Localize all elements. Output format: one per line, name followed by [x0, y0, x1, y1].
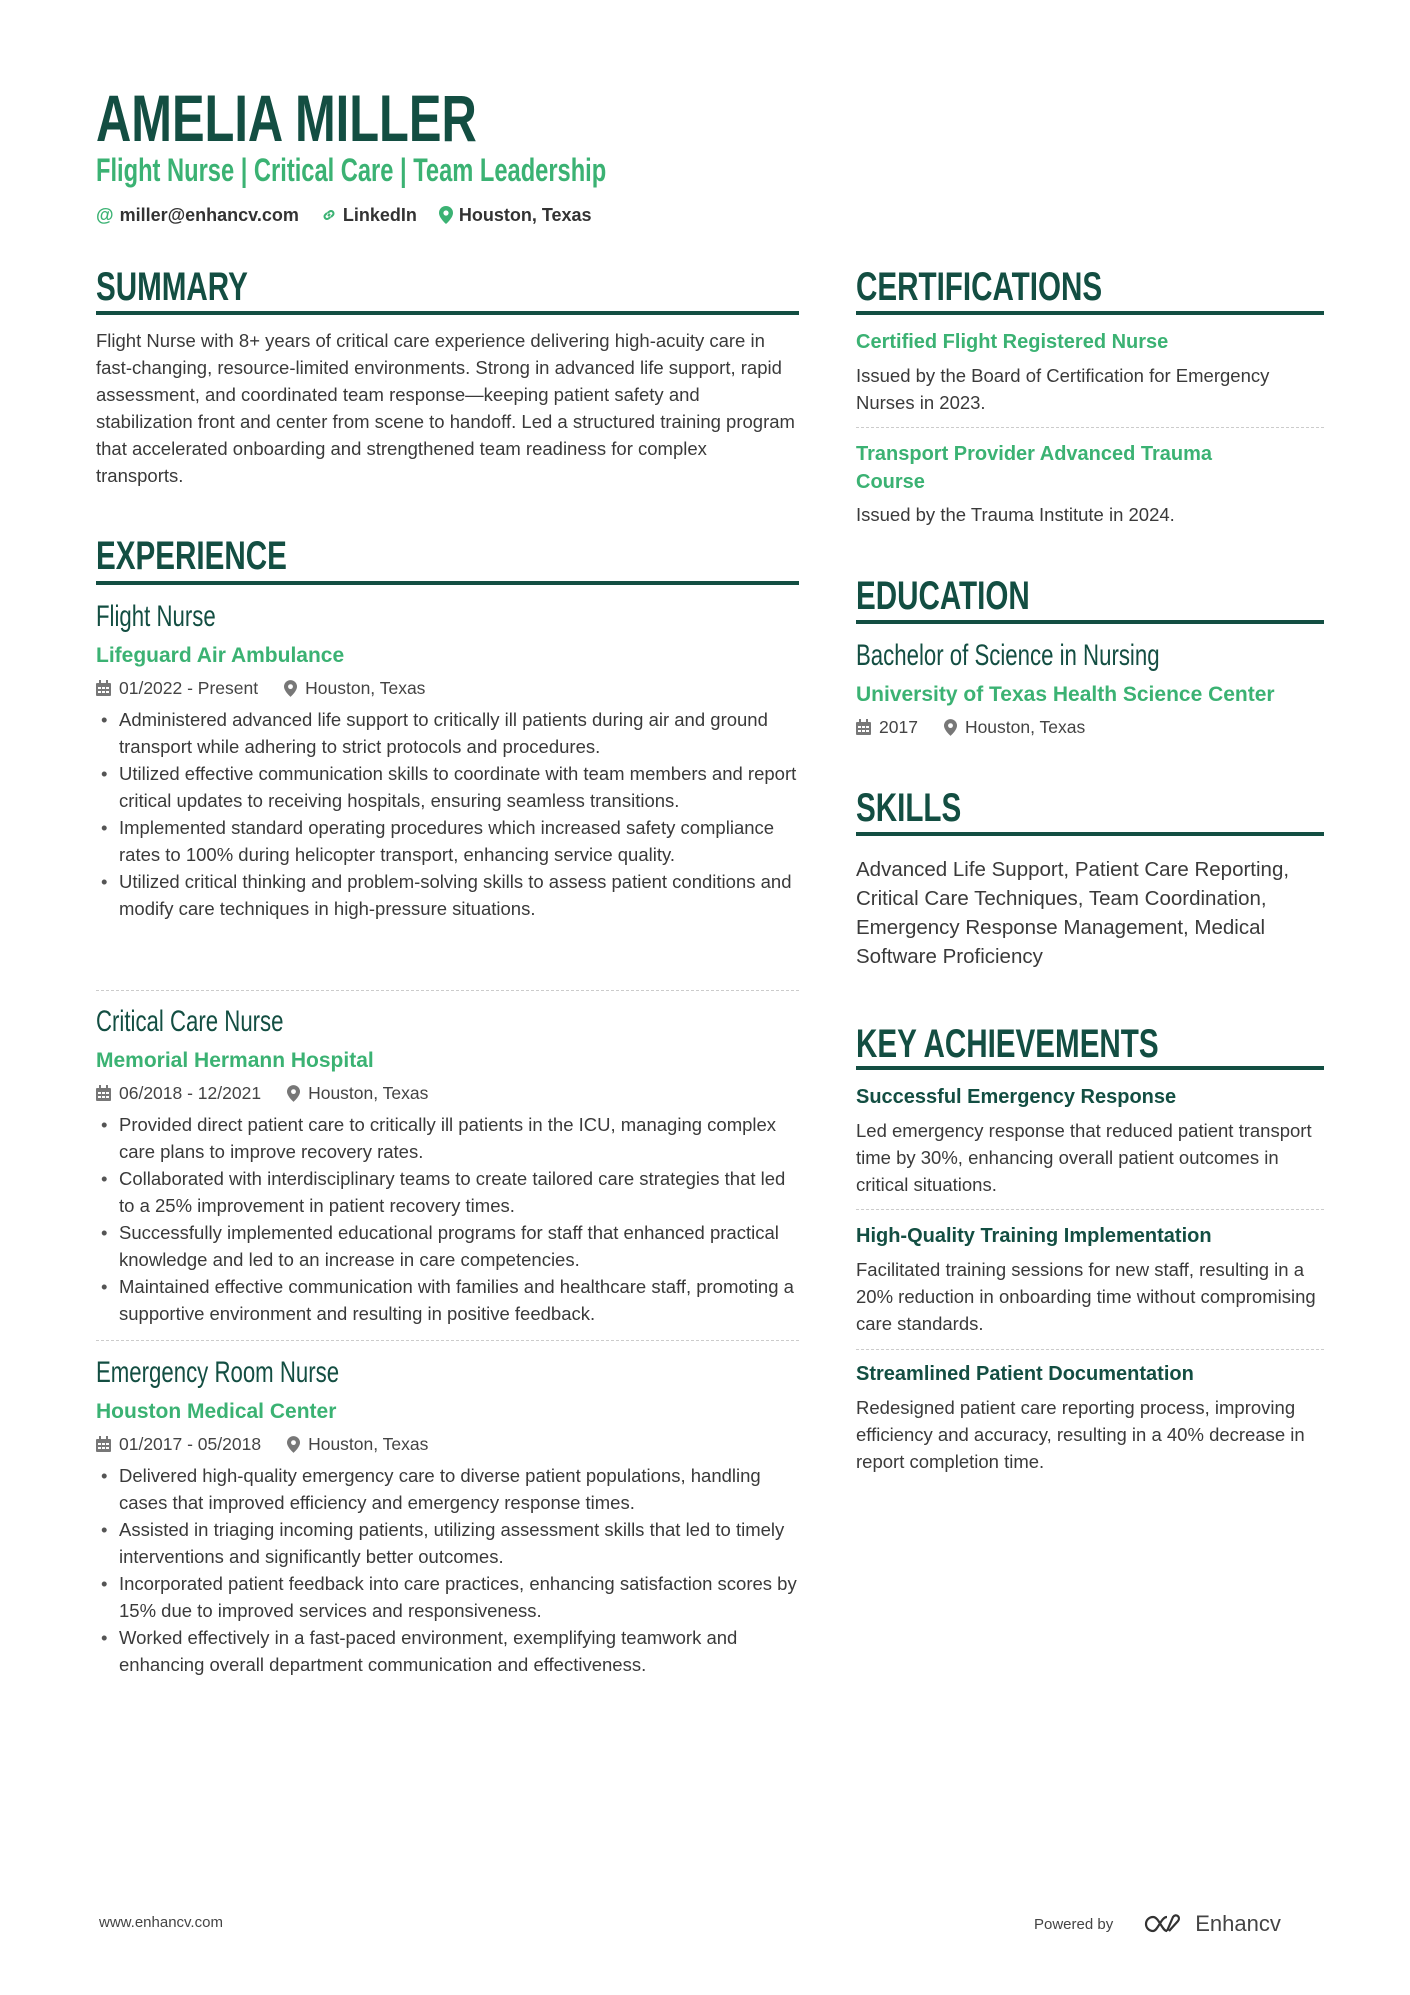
candidate-title: Flight Nurse | Critical Care | Team Leadership: [96, 152, 607, 188]
certification-title: Certified Flight Registered Nurse: [856, 331, 1169, 353]
education-location: Houston, Texas: [964, 717, 1086, 737]
degree: Bachelor of Science in Nursing: [856, 639, 1160, 672]
bullet-item: • Worked effectively in a fast-paced environment, exemplifying teamwork and enhancing overall department communication and effectiveness.: [96, 1624, 799, 1678]
job-location: Houston, Texas: [308, 1434, 429, 1454]
powered-by: [1034, 1911, 1281, 1937]
certification-title: Transport Provider Advanced Trauma Course: [856, 443, 1213, 493]
job-dates: 01/2017 - 05/2018: [119, 1434, 262, 1454]
job-meta: [96, 1431, 799, 1457]
summary-text: Flight Nurse with 8+ years of critical care experience delivering high-acuity care in fast-changing, resource-limited environments. Strong in advanced life support, rapid assessment, and coordinated team response—keeping patient safety and stabilization front and center from scene to handoff. Led a structured training program that accelerated onboarding and strengthened team readiness for complex transports.: [96, 330, 795, 486]
achievement-item: [856, 1360, 1324, 1475]
achievement-desc: Led emergency response that reduced patient transport time by 30%, enhancing overall patient outcomes in critical situations.: [856, 1120, 1312, 1195]
location-pin-icon: [284, 680, 297, 697]
certification-desc: Issued by the Trauma Institute in 2024.: [856, 504, 1175, 525]
divider: [856, 1349, 1324, 1350]
job-meta: [96, 1080, 799, 1106]
bullet-item: • Collaborated with interdisciplinary teams to create tailored care strategies that led to a 25% improvement in patient recovery times.: [96, 1165, 799, 1219]
section-rule: [856, 620, 1324, 624]
calendar-icon: [96, 1085, 111, 1101]
certification-desc: Issued by the Board of Certification for Emergency Nurses in 2023.: [856, 365, 1270, 413]
school: University of Texas Health Science Center: [856, 683, 1275, 706]
calendar-icon: [96, 1436, 111, 1452]
section-rule: [96, 311, 799, 315]
job-location: Houston, Texas: [305, 678, 426, 698]
bullet-item: • Assisted in triaging incoming patients, utilizing assessment skills that led to timely interventions and significantly better outcomes.: [96, 1516, 799, 1570]
job-title: Emergency Room Nurse: [96, 1356, 340, 1389]
bullet-item: • Delivered high-quality emergency care to diverse patient populations, handling cases that improved efficiency and emergency response times.: [96, 1462, 799, 1516]
job-dates: 01/2022 - Present: [119, 678, 259, 698]
location-text: Houston, Texas: [458, 205, 592, 225]
achievement-title: High-Quality Training Implementation: [856, 1225, 1212, 1247]
job-title: Flight Nurse: [96, 600, 216, 633]
job-bullets: [96, 1111, 799, 1327]
bullet-item: • Implemented standard operating procedures which increased safety compliance rates to 100% during helicopter transport, enhancing service quality.: [96, 814, 799, 868]
location-pin-icon: [439, 206, 453, 224]
divider: [96, 1340, 799, 1341]
section-rule: [96, 581, 799, 585]
divider: [856, 427, 1324, 428]
bullet-item: • Administered advanced life support to critically ill patients during air and ground transport while adhering to strict protocols and procedures.: [96, 706, 799, 760]
bullet-item: • Incorporated patient feedback into care practices, enhancing satisfaction scores by 15% due to improved services and responsiveness.: [96, 1570, 799, 1624]
candidate-name: AMELIA MILLER: [96, 81, 477, 155]
skills-text: Advanced Life Support, Patient Care Reporting, Critical Care Techniques, Team Coordination, Emergency Response Management, Medical Software Proficiency: [856, 858, 1290, 968]
divider: [96, 990, 799, 991]
powered-by-text: Powered by: [1034, 1915, 1114, 1933]
contact-email[interactable]: [96, 203, 299, 227]
bullet-item: • Utilized critical thinking and problem-solving skills to assess patient conditions and modify care techniques in high-pressure situations.: [96, 868, 799, 922]
job-meta: [96, 675, 799, 701]
experience-item: [96, 1355, 799, 1678]
location-pin-icon: [287, 1085, 300, 1102]
company-name: Houston Medical Center: [96, 1400, 337, 1423]
calendar-icon: [96, 680, 111, 696]
certification-item: [856, 440, 1256, 528]
skills-heading: SKILLS: [856, 786, 962, 830]
achievement-item: [856, 1222, 1324, 1337]
achievement-desc: Facilitated training sessions for new staff, resulting in a 20% reduction in onboarding time without compromising care standards.: [856, 1259, 1316, 1334]
location-pin-icon: [944, 719, 957, 736]
job-bullets: [96, 706, 799, 922]
section-rule: [856, 832, 1324, 836]
bullet-item: • Maintained effective communication with families and healthcare staff, promoting a supportive environment and resulting in positive feedback.: [96, 1273, 799, 1327]
calendar-icon: [856, 719, 871, 735]
divider: [856, 1209, 1324, 1210]
achievement-item: [856, 1083, 1324, 1198]
education-heading: EDUCATION: [856, 574, 1030, 618]
linkedin-text: LinkedIn: [342, 205, 417, 225]
achievement-desc: Redesigned patient care reporting process, improving efficiency and accuracy, resulting in a 40% decrease in report completion time.: [856, 1397, 1305, 1472]
education-item: [856, 638, 1324, 740]
enhancv-brand-text: Enhancv: [1195, 1911, 1281, 1936]
contact-linkedin[interactable]: [321, 203, 417, 227]
company-name: Lifeguard Air Ambulance: [96, 644, 345, 667]
achievement-title: Successful Emergency Response: [856, 1086, 1177, 1108]
certifications-heading: CERTIFICATIONS: [856, 265, 1103, 309]
job-bullets: [96, 1462, 799, 1678]
summary-heading: SUMMARY: [96, 265, 248, 309]
company-name: Memorial Hermann Hospital: [96, 1049, 374, 1072]
education-meta: [856, 714, 1324, 740]
achievements-heading: KEY ACHIEVEMENTS: [856, 1022, 1159, 1066]
enhancv-logo-icon: [1139, 1912, 1185, 1936]
job-dates: 06/2018 - 12/2021: [119, 1083, 262, 1103]
bullet-item: • Utilized effective communication skills to coordinate with team members and report critical updates to receiving hospitals, ensuring seamless transitions.: [96, 760, 799, 814]
certification-item: [856, 328, 1324, 416]
section-rule: [856, 1066, 1324, 1070]
enhancv-logo[interactable]: [1139, 1911, 1281, 1937]
experience-item: [96, 599, 799, 922]
job-title: Critical Care Nurse: [96, 1005, 284, 1038]
contact-bar: [96, 203, 592, 227]
section-rule: [856, 311, 1324, 315]
experience-item: [96, 1004, 799, 1327]
footer-website[interactable]: www.enhancv.com: [99, 1914, 223, 1931]
bullet-item: • Provided direct patient care to critically ill patients in the ICU, managing complex care plans to improve recovery rates.: [96, 1111, 799, 1165]
email-text: miller@enhancv.com: [119, 205, 299, 225]
education-year: 2017: [879, 717, 918, 737]
achievement-title: Streamlined Patient Documentation: [856, 1363, 1194, 1385]
bullet-item: • Successfully implemented educational programs for staff that enhanced practical knowledge and led to an increase in care competencies.: [96, 1219, 799, 1273]
experience-heading: EXPERIENCE: [96, 534, 287, 578]
job-location: Houston, Texas: [308, 1083, 429, 1103]
contact-location: [439, 203, 592, 227]
link-icon: [321, 207, 337, 223]
location-pin-icon: [287, 1436, 300, 1453]
at-icon: @: [96, 205, 114, 225]
